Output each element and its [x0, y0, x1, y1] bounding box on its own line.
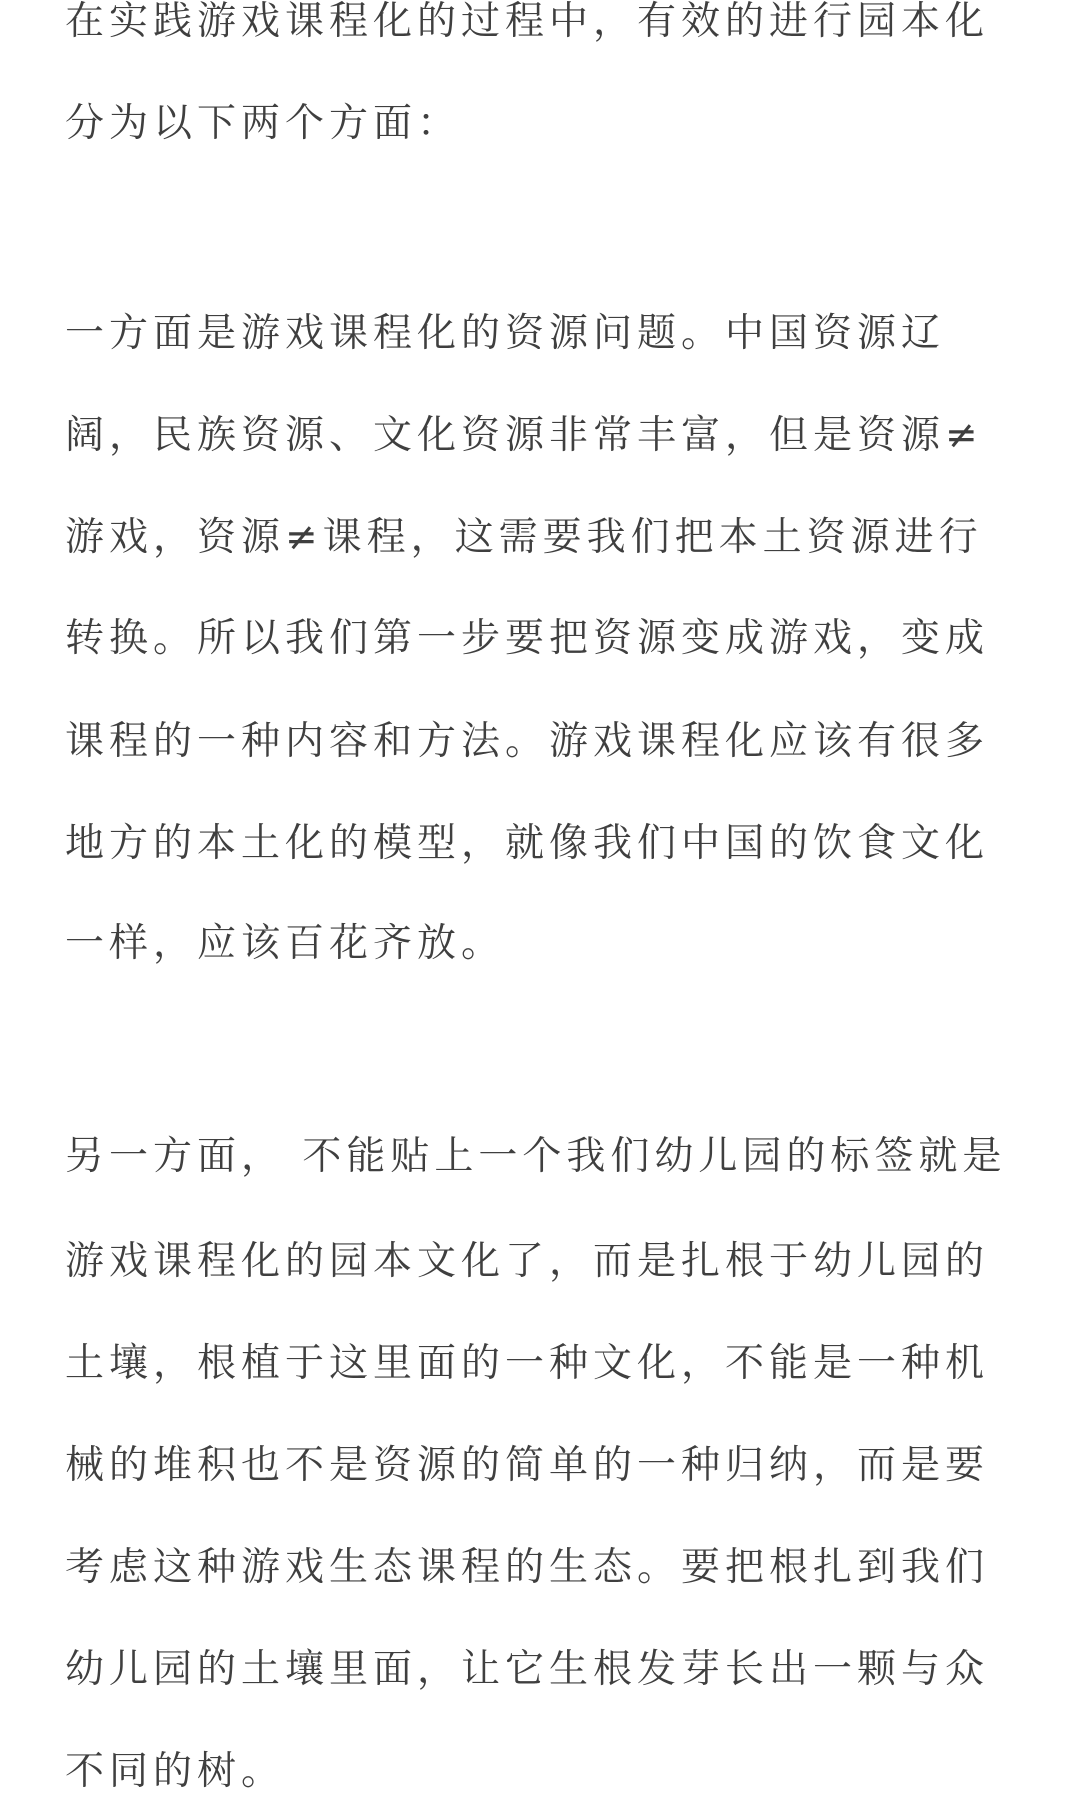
- paragraph-3-line-3: 土壤，根植于这里面的一种文化，不能是一种机: [65, 1341, 990, 1386]
- paragraph-3-line-7: 不同的树。: [65, 1749, 286, 1794]
- paragraph-2-line-2: 阔，民族资源、文化资源非常丰富，但是资源≠: [65, 413, 983, 458]
- paragraph-3-line-1: 另一方面， 不能贴上一个我们幼儿园的标签就是: [65, 1134, 1007, 1179]
- paragraph-2-line-3: 游戏，资源≠课程，这需要我们把本土资源进行: [65, 515, 983, 560]
- paragraph-3-line-4: 械的堆积也不是资源的简单的一种归纳，而是要: [65, 1443, 990, 1488]
- paragraph-1-line-2: 分为以下两个方面：: [65, 101, 462, 146]
- paragraph-3-line-5: 考虑这种游戏生态课程的生态。要把根扎到我们: [65, 1545, 990, 1590]
- paragraph-1-line-1: 在实践游戏课程化的过程中，有效的进行园本化: [65, 0, 990, 44]
- paragraph-3-line-6: 幼儿园的土壤里面，让它生根发芽长出一颗与众: [65, 1647, 990, 1692]
- paragraph-2-line-6: 地方的本土化的模型，就像我们中国的饮食文化: [65, 821, 990, 866]
- paragraph-2-line-4: 转换。所以我们第一步要把资源变成游戏，变成: [65, 616, 990, 661]
- paragraph-2-line-7: 一样，应该百花齐放。: [65, 921, 506, 966]
- paragraph-2-line-5: 课程的一种内容和方法。游戏课程化应该有很多: [65, 719, 990, 764]
- paragraph-3-line-2: 游戏课程化的园本文化了，而是扎根于幼儿园的: [65, 1239, 990, 1284]
- paragraph-2-line-1: 一方面是游戏课程化的资源问题。中国资源辽: [65, 311, 946, 356]
